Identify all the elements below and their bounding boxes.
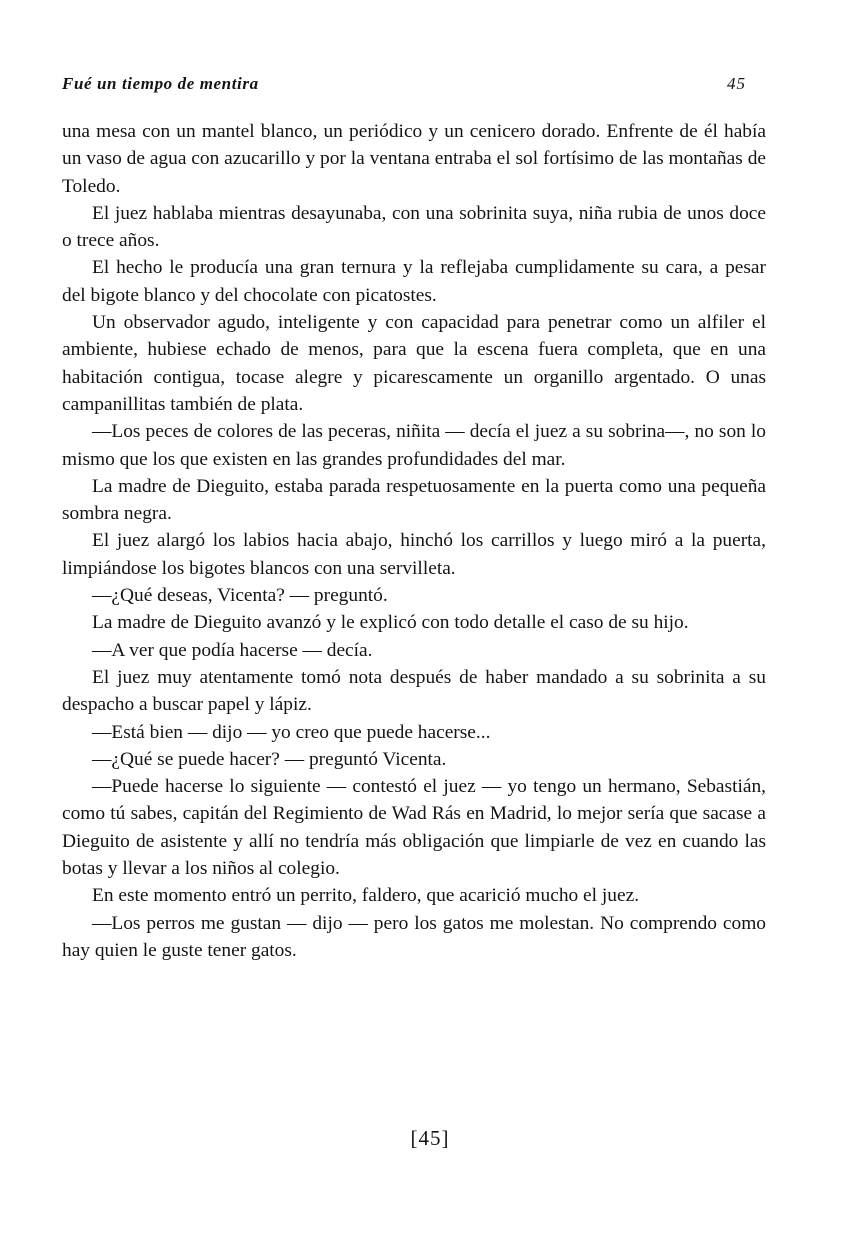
paragraph: La madre de Dieguito, estaba parada respetuosamente en la puerta como una pequeña sombra negra.	[62, 475, 766, 525]
paragraph: —Los peces de colores de las peceras, niñita — decía el juez a su sobrina—, no son lo mismo que los que existen en las grandes profundidades del mar.	[62, 421, 766, 470]
running-header	[62, 74, 746, 100]
running-title: Fué un tiempo de mentira	[62, 74, 259, 93]
body-text	[62, 118, 766, 964]
paragraph: La madre de Dieguito avanzó y le explicó con todo detalle el caso de su hijo.	[92, 612, 689, 634]
paragraph: —Puede hacerse lo siguiente — contestó el juez — yo tengo un hermano, Sebastián, como tú sabes, capitán del Regimiento de Wad Rás en Madrid, lo mejor sería que sacase a Dieguito de asistente y allí no tendría más obligación que limpiarle de vez en cuando las botas y llevar a los niños al colegio.	[62, 776, 766, 880]
paragraph: una mesa con un mantel blanco, un periódico y un cenicero dorado. Enfrente de él había un vaso de agua con azucarillo y por la ventana entraba el sol fortísimo de las montañas de Toledo.	[62, 121, 766, 197]
paragraph: El hecho le producía una gran ternura y la reflejaba cumplidamente su cara, a pesar del bigote blanco y del chocolate con picatostes.	[62, 257, 766, 306]
paragraph: —Está bien — dijo — yo creo que puede hacerse...	[92, 721, 491, 743]
paragraph: —¿Qué se puede hacer? — preguntó Vicenta.	[92, 748, 447, 770]
paragraph: El juez muy atentamente tomó nota después de haber mandado a su sobrinita a su despacho a buscar papel y lápiz.	[62, 666, 766, 716]
paragraph: El juez hablaba mientras desayunaba, con una sobrinita suya, niña rubia de unos doce o trece años.	[62, 202, 766, 252]
paragraph: —A ver que podía hacerse — decía.	[92, 639, 373, 661]
paragraph: —¿Qué deseas, Vicenta? — preguntó.	[92, 585, 388, 607]
paragraph: Un observador agudo, inteligente y con capacidad para penetrar como un alfiler el ambiente, hubiese echado de menos, para que la escena fuera completa, que en una habitación contigua, tocase alegre y picarescamente un organillo argentado. O unas campanillitas también de plata.	[62, 312, 766, 415]
paragraph: En este momento entró un perrito, faldero, que acarició mucho el juez.	[92, 885, 640, 907]
paragraph: El juez alargó los labios hacia abajo, hinchó los carrillos y luego miró a la puerta, limpiándose los bigotes blancos con una servilleta.	[62, 530, 766, 579]
footer-page-number: [45]	[410, 1126, 450, 1150]
header-page-number: 45	[727, 74, 746, 93]
paragraph: —Los perros me gustan — dijo — pero los gatos me molestan. No comprendo como hay quien le guste tener gatos.	[62, 912, 766, 961]
